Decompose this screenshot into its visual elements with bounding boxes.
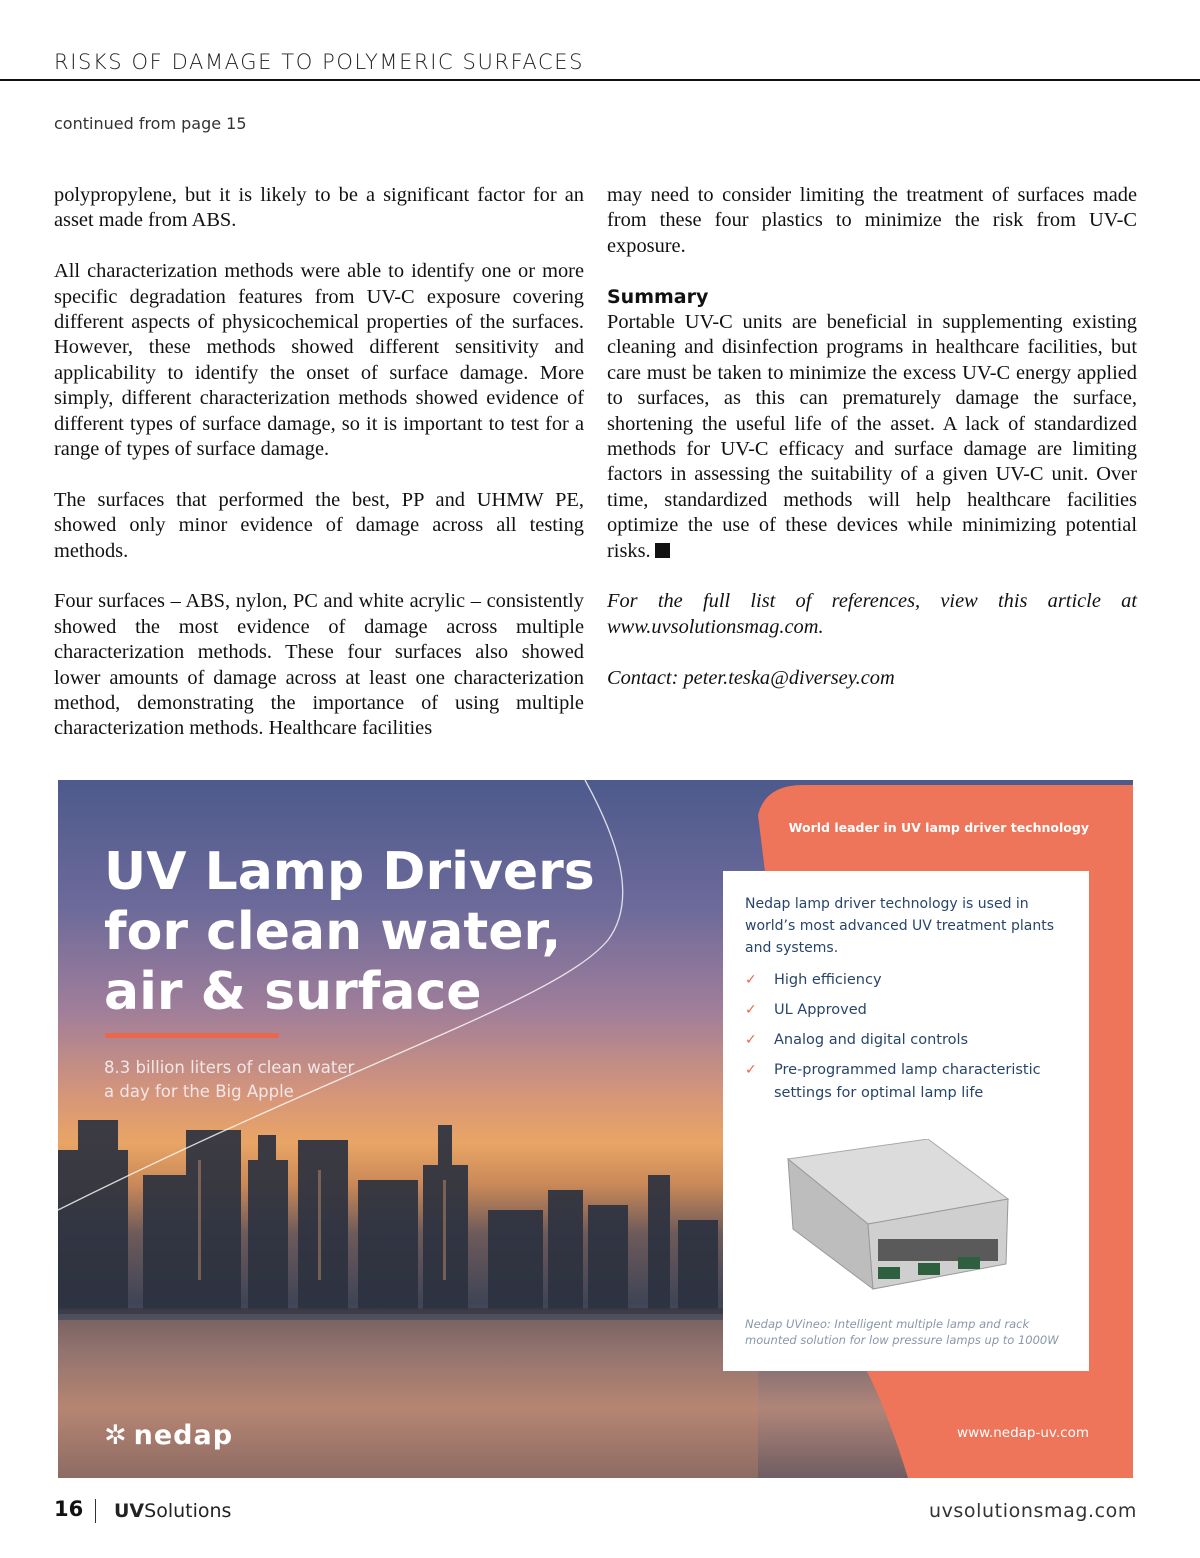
header-rule [0,79,1200,81]
feature-item [745,1029,1075,1052]
ad-url-link[interactable]: www.nedap-uv.com [957,1425,1089,1441]
publication-name [114,1500,231,1522]
feature-item [745,1059,1075,1105]
lamp-driver-product-image [778,1139,1013,1304]
summary-heading: Summary [607,285,709,308]
advertisement[interactable] [58,780,1133,1478]
feature-label: High efficiency [774,972,882,988]
headline-line: for clean water, [104,902,562,962]
references-note: For the full list of references, view this article at www.uvsolutionsmag.com. [607,590,1137,638]
publication-name-rest: Solutions [144,1500,232,1522]
feature-label: UL Approved [774,1002,867,1018]
feature-item [745,999,1075,1022]
paragraph: Four surfaces – ABS, nylon, PC and white acrylic – consistently showed the most evidence of damage across multiple characterization methods. These four surfaces also showed lower amounts of damage across at least one characterization method, demonstrating the importance of using multiple characterization methods. Healthcare facilities [54,590,584,740]
paragraph: All characterization methods were able to identify one or more specific degradation features from UV-C exposure covering different aspects of physicochemical properties of the surfaces. However, these methods showed different sensitivity and applicability to identify the onset of surface damage. More simply, different characterization methods showed evidence of different types of surface damage, so it is important to test for a range of types of surface damage. [54,260,584,461]
continued-note: continued from page 15 [54,114,247,133]
paragraph: polypropylene, but it is likely to be a significant factor for an asset made from ABS. [54,184,584,232]
headline-line: UV Lamp Drivers [104,842,595,902]
ad-headline [104,842,644,1022]
publication-name-bold: UV [114,1500,145,1522]
feature-label: Analog and digital controls [774,1032,969,1048]
star-icon: ✲ [104,1420,128,1451]
feature-list [745,969,1075,1112]
running-header: RISKS OF DAMAGE TO POLYMERIC SURFACES [54,50,585,74]
ad-tagline: World leader in UV lamp driver technology [788,820,1089,835]
contact-line: Contact: peter.teska@diversey.com [607,666,895,689]
summary-paragraph [607,310,1137,564]
checkmark-icon: ✓ [745,1002,757,1018]
headline-line: air & surface [104,962,482,1022]
nedap-logo [104,1420,233,1451]
ad-info-box [723,871,1089,1371]
footer-divider [95,1499,96,1523]
checkmark-icon: ✓ [745,1062,757,1078]
article-column-left [54,183,584,767]
paragraph: may need to consider limiting the treatment of surfaces made from these four plastics to minimize the risk from UV-C exposure. [607,184,1137,257]
end-mark-icon [655,543,670,558]
article-column-right [607,183,1137,716]
ad-subtext: 8.3 billion liters of clean water a day for the Big Apple [104,1058,355,1101]
checkmark-icon: ✓ [745,1032,757,1048]
feature-item [745,969,1075,992]
accent-bar [105,1033,279,1038]
logo-text: nedap [133,1420,234,1451]
paragraph: The surfaces that performed the best, PP and UHMW PE, showed only minor evidence of damage across all testing methods. [54,488,584,562]
feature-label: Pre-programmed lamp characteristic settings for optimal lamp life [774,1062,1041,1101]
checkmark-icon: ✓ [745,972,757,988]
page-number: 16 [54,1497,84,1521]
product-caption: Nedap UVineo: Intelligent multiple lamp and rack mounted solution for low pressure lamps up to 1000W [745,1317,1059,1347]
ad-intro: Nedap lamp driver technology is used in world’s most advanced UV treatment plants and systems. [745,896,1054,956]
summary-text: Portable UV-C units are beneficial in supplementing existing cleaning and disinfection programs in healthcare facilities, but care must be taken to minimize the excess UV-C energy applied to surfaces, as this can prematurely damage the surface, shortening the useful life of the asset. A lack of standardized methods for UV-C efficacy and surface damage are limiting factors in assessing the suitability of a given UV-C unit. Over time, standardized methods will help healthcare facilities optimize the use of these devices while minimizing potential risks. [607,311,1137,562]
footer-website[interactable]: uvsolutionsmag.com [928,1500,1137,1522]
